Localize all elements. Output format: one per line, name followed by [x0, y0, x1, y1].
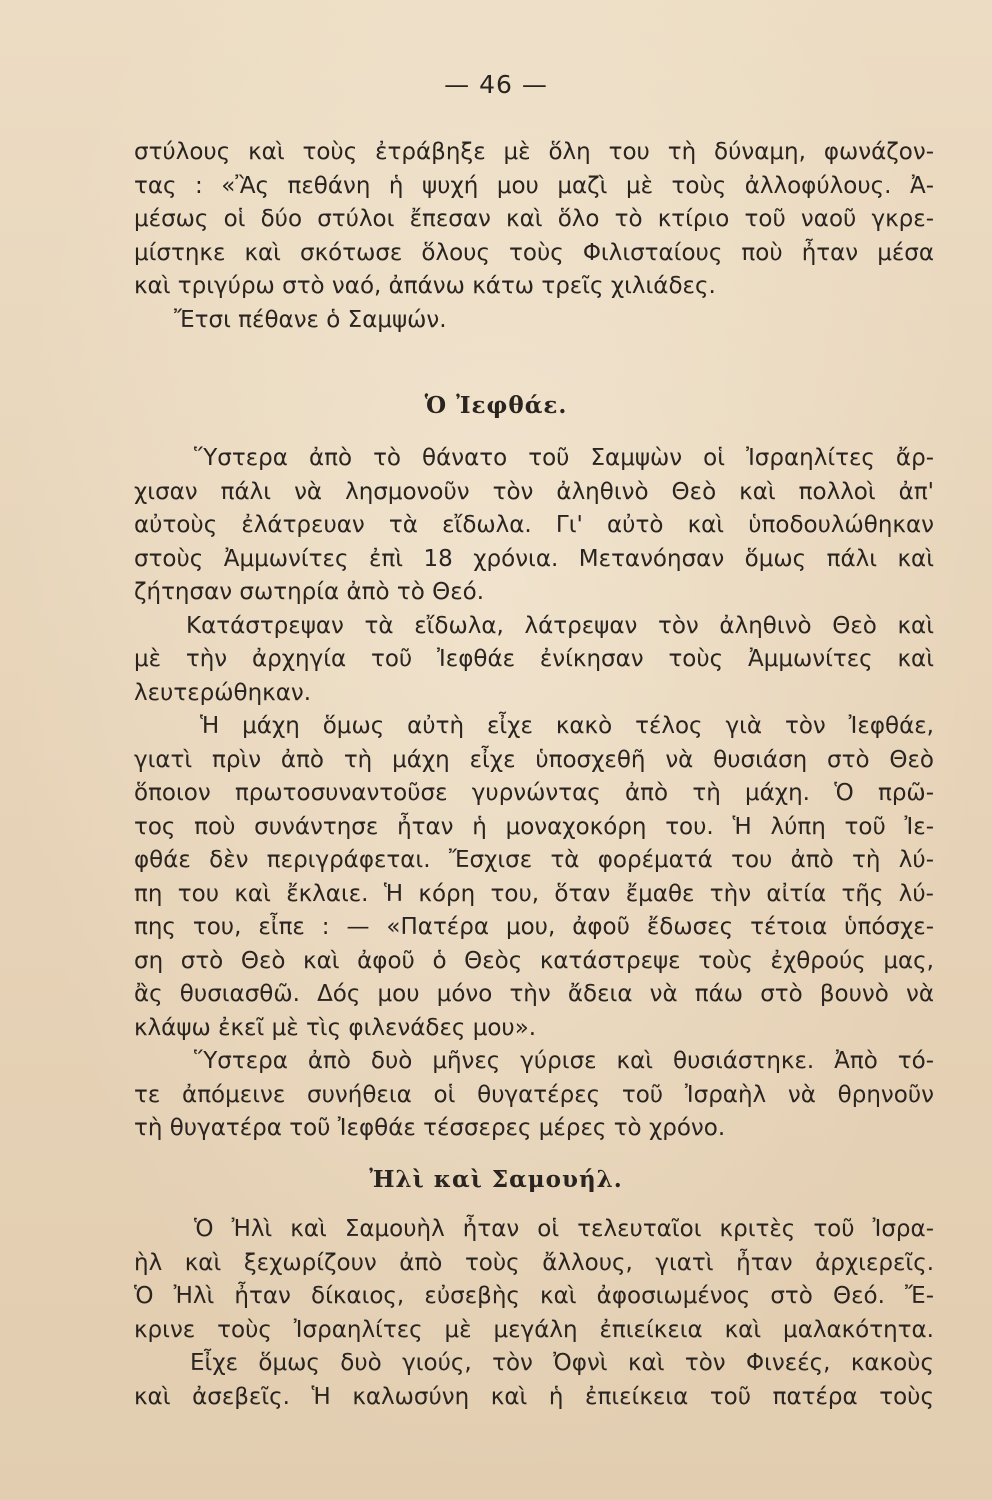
text-line: Ἔτσι πέθανε ὁ Σαμψών.	[174, 306, 447, 333]
section-jephthah-body	[134, 442, 934, 1146]
text-line: μὲ τὴν ἀρχηγία τοῦ Ἰεφθάε ἐνίκησαν τοὺς Ἀμμωνίτες καὶ	[134, 646, 934, 672]
text-line: πης του, εἶπε : — «Πατέρα μου, ἀφοῦ ἔδωσες τέτοια ὑπόσχε-	[134, 914, 934, 940]
section-heading-eli-samuel: Ἠλὶ καὶ Σαμουήλ.	[369, 1166, 623, 1193]
text-line: μέσως οἱ δύο στύλοι ἔπεσαν καὶ ὅλο τὸ κτίριο τοῦ ναοῦ γκρε-	[134, 206, 934, 232]
section-eli-samuel-body	[134, 1213, 934, 1414]
text-line: φθάε δὲν περιγράφεται. Ἔσχισε τὰ φορέματά του ἀπὸ τὴ λύ-	[134, 847, 934, 873]
text-line: κλάψω ἐκεῖ μὲ τὶς φιλενάδες μου».	[134, 1014, 537, 1041]
text-line: τος ποὺ συνάντησε ἦταν ἡ μοναχοκόρη του. Ἡ λύπη τοῦ Ἰε-	[134, 813, 934, 840]
text-line: καὶ ἀσεβεῖς. Ἡ καλωσύνη καὶ ἡ ἐπιείκεια τοῦ πατέρα τοὺς	[134, 1383, 934, 1410]
text-line: ζήτησαν σωτηρία ἀπὸ τὸ Θεό.	[134, 579, 485, 605]
text-line: Ὕστερα ἀπὸ τὸ θάνατο τοῦ Σαμψὼν οἱ Ἰσραηλίτες ἄρ-	[194, 445, 934, 471]
page-number: — 46 —	[444, 70, 548, 99]
text-line: καὶ τριγύρω στὸ ναό, ἀπάνω κάτω τρεῖς χιλιάδες.	[134, 273, 716, 299]
text-line: ὴλ καὶ ξεχωρίζουν ἀπὸ τοὺς ἄλλους, γιατὶ ἦταν ἀρχιερεῖς.	[134, 1249, 934, 1276]
text-line: στοὺς Ἀμμωνίτες ἐπὶ 18 χρόνια. Μετανόησαν ὅμως πάλι καὶ	[134, 545, 934, 572]
text-line: στύλους καὶ τοὺς ἐτράβηξε μὲ ὅλη του τὴ δύναμη, φωνάζον-	[134, 139, 934, 165]
text-line: Ὁ Ἠλὶ ἦταν δίκαιος, εὐσεβὴς καὶ ἀφοσιωμένος στὸ Θεό. Ἔ-	[134, 1283, 934, 1309]
text-line: ση στὸ Θεὸ καὶ ἀφοῦ ὁ Θεὸς κατάστρεψε τοὺς ἐχθρούς μας,	[134, 947, 934, 974]
text-line: Κατάστρεψαν τὰ εἴδωλα, λάτρεψαν τὸν ἀληθινὸ Θεὸ καὶ	[186, 612, 934, 639]
text-line: τε ἀπόμεινε συνήθεια οἱ θυγατέρες τοῦ Ἰσραὴλ νὰ θρηνοῦν	[134, 1081, 934, 1108]
text-line: χισαν πάλι νὰ λησμονοῦν τὸν ἀληθινὸ Θεὸ καὶ πολλοὶ ἀπ'	[134, 478, 934, 505]
text-line: τὴ θυγατέρα τοῦ Ἰεφθάε τέσσερες μέρες τὸ χρόνο.	[134, 1115, 726, 1141]
text-line: ὅποιον πρωτοσυναντοῦσε γυρνώντας ἀπὸ τὴ μάχη. Ὁ πρῶ-	[134, 780, 934, 806]
text-line: γιατὶ πρὶν ἀπὸ τὴ μάχη εἶχε ὑποσχεθῆ νὰ θυσιάση στὸ Θεὸ	[134, 746, 934, 773]
text-line: μίστηκε καὶ σκότωσε ὅλους τοὺς Φιλισταίους ποὺ ἦταν μέσα	[134, 239, 934, 266]
text-line: ἂς θυσιασθῶ. Δός μου μόνο τὴν ἄδεια νὰ πάω στὸ βουνὸ νὰ	[134, 981, 934, 1007]
text-line: Ἡ μάχη ὅμως αὐτὴ εἶχε κακὸ τέλος γιὰ τὸν Ἰεφθάε,	[200, 713, 934, 739]
text-line: αὐτοὺς ἐλάτρευαν τὰ εἴδωλα. Γι' αὐτὸ καὶ ὑποδουλώθηκαν	[134, 512, 934, 538]
text-line: Εἶχε ὅμως δυὸ γιούς, τὸν Ὀφνὶ καὶ τὸν Φινεές, κακοὺς	[190, 1350, 934, 1376]
text-line: λευτερώθηκαν.	[134, 679, 312, 706]
text-line: τας : «Ἂς πεθάνη ἡ ψυχή μου μαζὶ μὲ τοὺς ἀλλοφύλους. Ἀ-	[134, 172, 934, 199]
text-line: κρινε τοὺς Ἰσραηλίτες μὲ μεγάλη ἐπιείκεια καὶ μαλακότητα.	[134, 1316, 934, 1343]
section-heading-jephthah: Ὁ Ἰεφθάε.	[424, 392, 568, 419]
text-line: Ὕστερα ἀπὸ δυὸ μῆνες γύρισε καὶ θυσιάστηκε. Ἀπὸ τό-	[194, 1048, 934, 1074]
text-line: πη του καὶ ἔκλαιε. Ἡ κόρη του, ὅταν ἔμαθε τὴν αἰτία τῆς λύ-	[134, 880, 934, 907]
paragraph-samson-ending	[134, 136, 934, 337]
text-line: Ὁ Ἠλὶ καὶ Σαμουὴλ ἦταν οἱ τελευταῖοι κριτὲς τοῦ Ἰσρα-	[194, 1216, 934, 1242]
